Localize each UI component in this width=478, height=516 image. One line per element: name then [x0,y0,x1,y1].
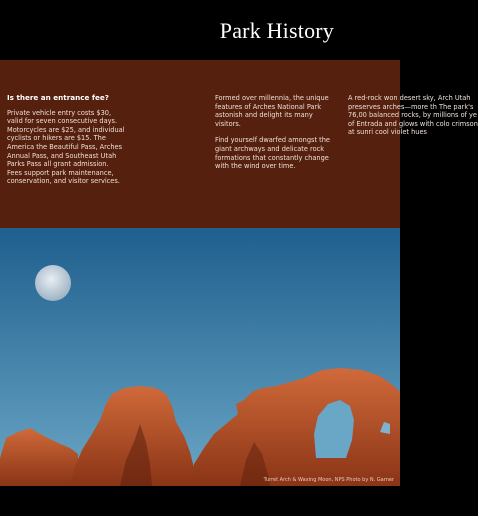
photo-illustration [0,228,400,486]
paragraph: Find yourself dwarfed amongst the giant archways and delicate rock formations that constantly change with the wind over time. [215,136,330,171]
info-panel [0,60,478,228]
header-bar [0,0,400,60]
column-formation [215,94,333,179]
paragraph: A red-rock won desert sky, Arch Utah preserves arches—more th The park's 76,00 balanced rocks, by millions of ye of Entrada and glows with colo crimson at sunri cool violet hues [348,94,478,137]
paragraph: Formed over millennia, the unique features of Arches National Park astonish and delight its many visitors. [215,94,329,128]
column-overview [348,94,478,145]
section-heading: Is there an entrance fee? [7,93,109,102]
page-title: Park History [219,18,334,43]
landscape-photo [0,228,400,486]
paragraph: Private vehicle entry costs $30, valid for seven consecutive days. Motorcycles are $25, and individual cyclists or hikers are $15. The America the Beautiful Pass, Arches Annual Pass, and Southeast Utah Parks Pass all grant admission. Fees support park maintenance, conservation, and visitor services. [7,108,125,186]
photo-credit: Turret Arch & Waxing Moon, NPS Photo by N. Garner [263,477,394,483]
column-entrance-fee [7,94,125,194]
footer-bar [0,486,400,516]
moon-icon [35,265,71,301]
